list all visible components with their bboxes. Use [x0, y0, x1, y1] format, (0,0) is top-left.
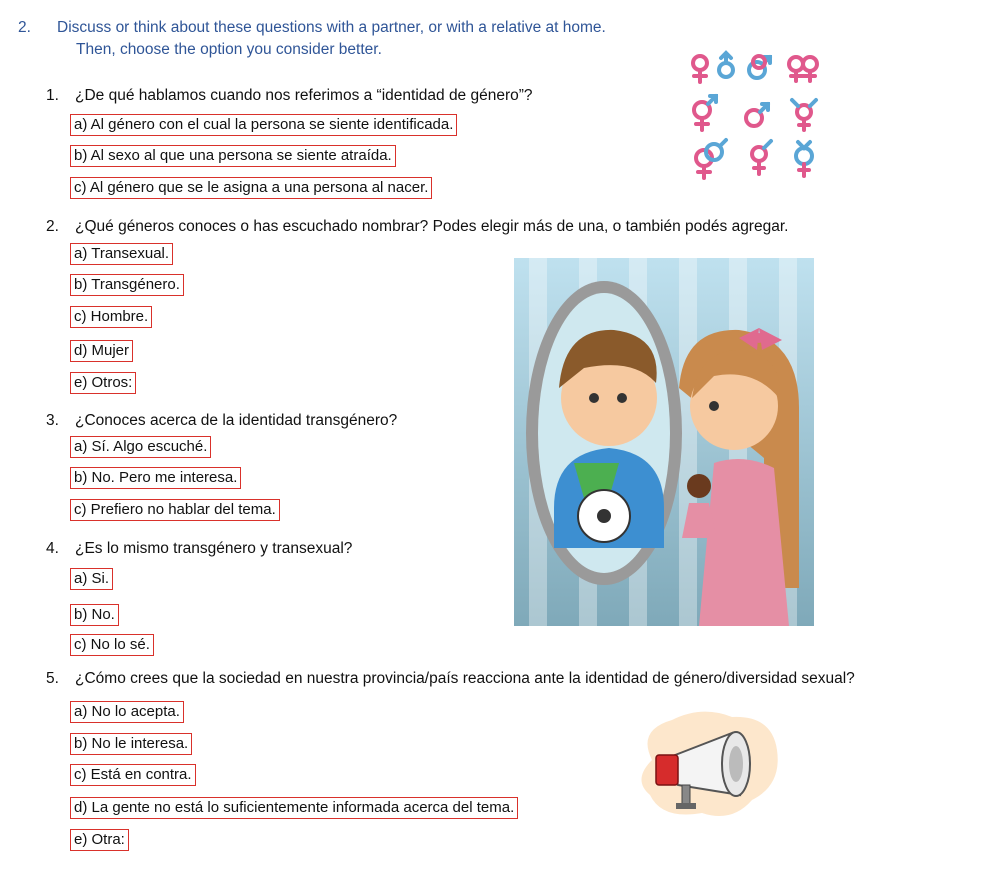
q2-option-a[interactable]: a) Transexual.	[70, 243, 173, 265]
q2-option-c[interactable]: c) Hombre.	[70, 306, 152, 328]
q5-option-c[interactable]: c) Está en contra.	[70, 764, 196, 786]
q3-option-a[interactable]: a) Sí. Algo escuché.	[70, 436, 211, 458]
q4-option-b[interactable]: b) No.	[70, 604, 119, 626]
q5-option-a[interactable]: a) No lo acepta.	[70, 701, 184, 723]
question-3-number: 3.	[46, 412, 59, 429]
question-2-text: ¿Qué géneros conoces o has escuchado nombrar? Podes elegir más de una, o también podés agregar.	[75, 218, 789, 235]
q2-option-b[interactable]: b) Transgénero.	[70, 274, 184, 296]
q5-option-d[interactable]: d) La gente no está lo suficientemente informada acerca del tema.	[70, 797, 518, 819]
gender-symbols-icon	[684, 48, 829, 183]
question-1-number: 1.	[46, 87, 59, 104]
question-3-text: ¿Conoces acerca de la identidad transgénero?	[75, 412, 398, 429]
q4-option-a[interactable]: a) Si.	[70, 568, 113, 590]
question-5-number: 5.	[46, 670, 59, 687]
megaphone-icon	[632, 705, 782, 823]
q2-option-d[interactable]: d) Mujer	[70, 340, 133, 362]
section-number: 2.	[18, 19, 31, 36]
instructions-line-2: Then, choose the option you consider better.	[76, 41, 382, 58]
question-4-number: 4.	[46, 540, 59, 557]
question-5-text: ¿Cómo crees que la sociedad en nuestra provincia/país reacciona ante la identidad de género/diversidad sexual?	[75, 670, 855, 687]
q5-option-b[interactable]: b) No le interesa.	[70, 733, 192, 755]
q3-option-b[interactable]: b) No. Pero me interesa.	[70, 467, 241, 489]
instructions-line-1: Discuss or think about these questions with a partner, or with a relative at home.	[57, 19, 606, 36]
q4-option-c[interactable]: c) No lo sé.	[70, 634, 154, 656]
q2-option-e[interactable]: e) Otros:	[70, 372, 136, 394]
question-2-number: 2.	[46, 218, 59, 235]
q1-option-b[interactable]: b) Al sexo al que una persona se siente atraída.	[70, 145, 396, 167]
q1-option-c[interactable]: c) Al género que se le asigna a una persona al nacer.	[70, 177, 432, 199]
question-1-text: ¿De qué hablamos cuando nos referimos a “identidad de género”?	[75, 87, 533, 104]
q3-option-c[interactable]: c) Prefiero no hablar del tema.	[70, 499, 280, 521]
question-4-text: ¿Es lo mismo transgénero y transexual?	[75, 540, 353, 557]
q1-option-a[interactable]: a) Al género con el cual la persona se siente identificada.	[70, 114, 457, 136]
q5-option-e[interactable]: e) Otra:	[70, 829, 129, 851]
mirror-illustration	[514, 258, 814, 626]
